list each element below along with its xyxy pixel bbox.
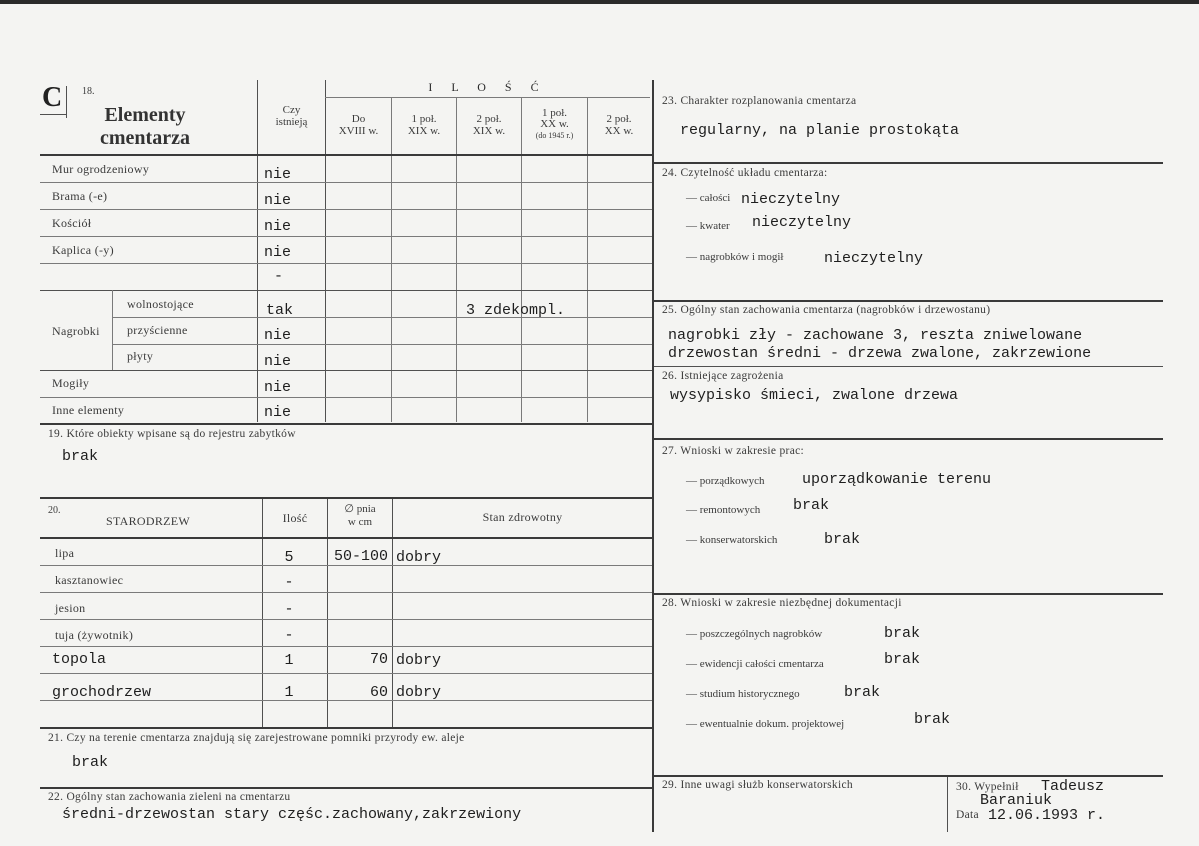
row-line [40,209,652,210]
s25-line-2: drzewostan średni - drzewa zwalone, zakrzewione [668,345,1092,362]
period-4-line-3: (do 1945 r.) [535,131,574,140]
s24-label: 24. Czytelność układu cmentarza: [662,167,828,179]
tree-health: dobry [396,684,442,701]
tree-name: grochodrzew [52,684,152,701]
section-number: 18. [82,86,95,97]
s30-label: 30. Wypełnił [956,781,1019,793]
quantity-header: I L O Ś Ć [428,80,547,94]
s23-value: regularny, na planie prostokąta [680,122,960,139]
mogily-value: nie [264,379,292,396]
period-1-line-1: Do [351,113,366,125]
wolnostojace-value: tak [266,302,294,319]
s24-top-line [654,162,1163,164]
s28-pr-label: — ewentualnie dokum. projektowej [686,718,845,730]
nagrobki-label: Nagrobki [52,324,100,338]
s21-top-line [40,727,652,729]
tree-qty: - [284,574,294,591]
s21-value: brak [72,754,109,771]
mur-value: nie [264,166,292,183]
period-2-line-1: 1 poł. [411,113,437,125]
s20-col-diam-label [328,503,392,529]
row-line [40,182,652,183]
row-line [112,317,652,318]
s21-label: 21. Czy na terenie cmentarza znajdują się zarejestrowane pomniki przyrody ew. aleje [48,732,465,744]
header-bottom-line [40,154,652,156]
s30-date-label: Data [956,809,979,821]
section-title [75,104,215,150]
period-4-line-1: 1 poł. [541,107,568,119]
period-col-1 [326,113,391,137]
s20-title: STARODRZEW [106,514,191,528]
wolnostojace-note: 3 zdekompl. [466,302,566,319]
tree-name: jesion [55,601,86,615]
s27-rem-label: — remontowych [686,504,761,516]
s25-top-line [654,300,1163,302]
s28-label: 28. Wnioski w zakresie niezbędnej dokumentacji [662,597,902,609]
title-line-2: cmentarza [100,127,190,149]
col-line-p5 [587,98,588,422]
s30-name-line-2: Baraniuk [980,792,1053,809]
period-5-line-1: 2 poł. [606,113,632,125]
s19-label: 19. Które obiekty wpisane są do rejestru zabytków [48,428,296,440]
tree-health: dobry [396,549,442,566]
tree-diam: 50-100 [333,548,388,565]
tree-qty: - [284,601,294,618]
s28-ew-value: brak [884,651,921,668]
s20-col-health [392,499,393,727]
row-line [40,263,652,264]
nagrobki-divider [112,290,113,370]
s20-header-bottom [40,537,652,539]
row-line [40,619,652,620]
kosciol-value: nie [264,218,292,235]
mogily-label: Mogiły [52,376,90,390]
exists-header [258,104,325,128]
s30-name-line-1: Tadeusz [1041,778,1105,795]
exists-line-2: istnieją [275,116,308,128]
period-3-line-1: 2 poł. [476,113,502,125]
s19-value: brak [62,448,99,465]
tree-health: dobry [396,652,442,669]
s22-value: średni-drzewostan stary częśc.zachowany,zakrzewiony [62,806,522,823]
s30-divider [947,777,948,832]
period-col-4 [522,108,587,141]
exists-line-1: Czy [282,104,301,116]
tree-qty: - [284,627,294,644]
col-line-p4 [521,98,522,422]
s27-kons-value: brak [824,531,861,548]
row-line [40,397,652,398]
s20-col-health-label: Stan zdrowotny [482,510,563,524]
section-letter: C [42,82,63,113]
row-line [40,646,652,647]
period-1-line-2: XVIII w. [338,125,379,137]
s25-label: 25. Ogólny stan zachowania cmentarza (nagrobków i drzewostanu) [662,304,991,316]
s24-nagrobkow-value: nieczytelny [824,250,924,267]
s27-porz-label: — porządkowych [686,475,765,487]
s24-calosci-value: nieczytelny [741,191,841,208]
s27-kons-label: — konserwatorskich [686,534,778,546]
title-line-1: Elementy [104,104,186,126]
tree-name: tuja (żywotnik) [55,628,134,642]
s27-rem-value: brak [793,497,830,514]
s22-label: 22. Ogólny stan zachowania zieleni na cmentarzu [48,791,291,803]
period-col-3 [457,113,521,137]
kosciol-label: Kościół [52,216,92,230]
period-2-line-2: XIX w. [407,125,441,137]
tree-qty: 1 [284,684,294,701]
s20-top-line [40,497,652,499]
s20-number: 20. [48,505,61,516]
tree-name: lipa [55,546,75,560]
inne-label: Inne elementy [52,403,125,417]
s26-value: wysypisko śmieci, zwalone drzewa [670,387,959,404]
wolnostojace-label: wolnostojące [127,297,194,311]
row-line [40,673,652,674]
blank-row-value: - [274,268,284,285]
diam-label-line-1: ∅ pnia [344,503,376,515]
s27-label: 27. Wnioski w zakresie prac: [662,445,804,457]
kaplica-value: nie [264,244,292,261]
tree-qty: 5 [284,549,294,566]
s25-line-1: nagrobki zły - zachowane 3, reszta zniwelowane [668,327,1083,344]
s24-kwater-value: nieczytelny [752,214,852,231]
s27-porz-value: uporządkowanie terenu [802,471,992,488]
row-line [40,370,652,371]
s24-kwater-label: — kwater [686,220,730,232]
period-col-2 [392,113,456,137]
period-4-line-2: XX w. [540,118,569,130]
s19-top-line [40,423,652,425]
s28-ew-label: — ewidencji całości cmentarza [686,658,824,670]
brama-value: nie [264,192,292,209]
col-line-p2 [391,98,392,422]
period-col-5 [588,113,650,137]
col-line-p3 [456,98,457,422]
section-c-underline [40,114,67,115]
brama-label: Brama (-e) [52,189,108,203]
period-5-line-2: XX w. [604,125,634,137]
row-line [40,236,652,237]
top-edge [0,0,1199,4]
quantity-underline [325,97,650,98]
tree-diam: 60 [369,684,388,701]
tree-qty: 1 [284,652,294,669]
s28-st-label: — studium historycznego [686,688,800,700]
diam-label-line-2: w cm [347,516,373,528]
period-3-line-2: XIX w. [472,125,506,137]
s28-pn-value: brak [884,625,921,642]
row-line [40,592,652,593]
tree-diam: 70 [369,651,388,668]
s24-nagrobkow-label: — nagrobków i mogił [686,251,784,263]
s24-calosci-label: — całości [686,192,731,204]
s20-col-qty-label: Ilość [282,511,308,525]
s28-pn-label: — poszczególnych nagrobków [686,628,823,640]
plyty-label: płyty [127,349,154,363]
row-line [40,565,652,566]
kaplica-label: Kaplica (-y) [52,243,114,257]
tree-name: topola [52,651,107,668]
tree-name: kasztanowiec [55,573,124,587]
przyscienne-value: nie [264,327,292,344]
s29-top-line [654,775,1163,777]
s28-pr-value: brak [914,711,951,728]
s28-top-line [654,593,1163,595]
plyty-value: nie [264,353,292,370]
inne-value: nie [264,404,292,421]
przyscienne-label: przyścienne [127,323,188,337]
mur-label: Mur ogrodzeniowy [52,162,150,176]
row-line [40,290,652,291]
s28-st-value: brak [844,684,881,701]
s22-top-line [40,787,652,789]
main-column-divider [652,80,654,832]
s27-top-line [654,438,1163,440]
s26-top-line [654,366,1163,367]
s26-label: 26. Istniejące zagrożenia [662,370,784,382]
s29-label: 29. Inne uwagi służb konserwatorskich [662,779,853,791]
row-line [112,344,652,345]
s23-label: 23. Charakter rozplanowania cmentarza [662,95,857,107]
s30-date-value: 12.06.1993 r. [988,807,1106,824]
